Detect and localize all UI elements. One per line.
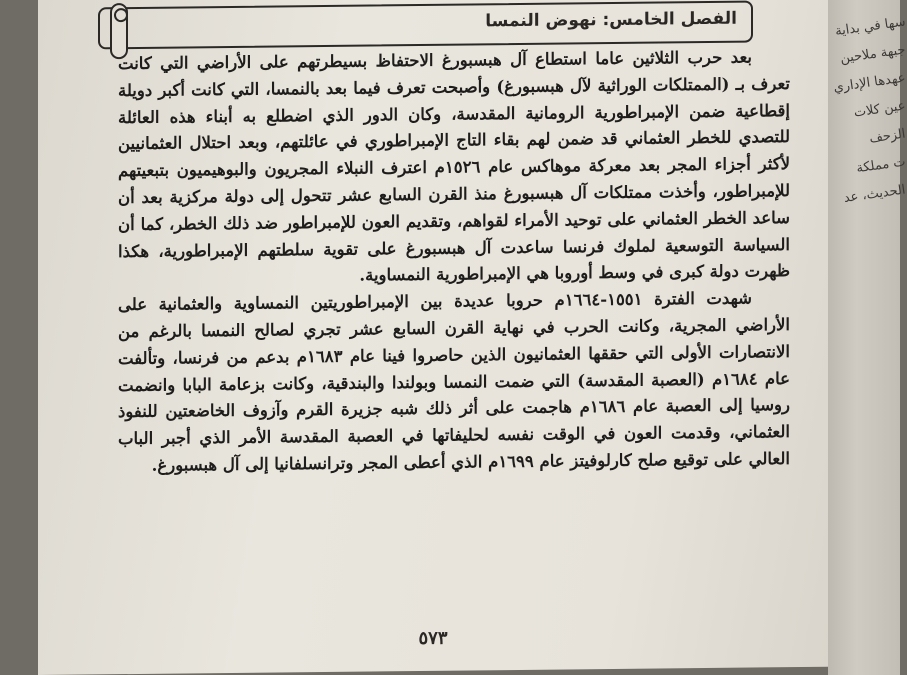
chapter-header	[98, 1, 753, 50]
facing-page-line: سها في بداية	[834, 14, 907, 40]
facing-page-edge	[828, 0, 907, 675]
page-number: ٥٧٣	[418, 627, 448, 650]
book-page	[38, 0, 828, 675]
body-text	[118, 44, 790, 480]
facing-page-line: جبهة ملاحين	[839, 42, 907, 67]
paragraph-1: بعد حرب الثلاثين عاما استطاع آل هبسبورغ الاحتفاظ بسيطرتهم على الأراضي التي كانت تعرف بـ (الممتلكات الوراثية لآل هبسبورغ) وأصبحت تعرف فيما بعد بالنمسا، التي كانت أكبر دويلة إقطاعية ضمن الإمبراطورية الرومانية المقدسة، وكان الدور الذي اضطلع به أبناء هذه العائلة للتصدي للخطر العثماني قد ضمن لهم بقاء التاج الإمبراطوري في عائلتهم، وبعد احتلال العثمانيين لأكثر أجزاء المجر بعد معركة موهاكس عام ١٥٢٦م اعترف النبلاء المجريون والبوهيميون بتبعيتهم للإمبراطور، وأخذت ممتلكات آل هبسبورغ منذ القرن السابع عشر تتحول إلى دولة مركزية بعد أن ساعد الخطر العثماني على توحيد الأمراء لقواهم، وتقديم العون للإمبراطور ضد ذلك الخطر، كما أن السياسة التوسعية لملوك فرنسا ساعدت آل هبسبورغ على تقوية سلطتهم الإمبراطورية، هكذا ظهرت دولة كبرى في وسط أوروبا هي الإمبراطورية النمساوية.	[118, 47, 790, 286]
facing-page-line: عين كلات	[852, 98, 907, 121]
facing-page-line: الحديث، عد	[842, 182, 907, 207]
chapter-title: الفصل الخامس: نهوض النمسا	[485, 8, 737, 32]
facing-page-line: الزحف	[868, 126, 907, 147]
facing-page-line: عهدها الإداري	[832, 70, 907, 96]
paragraph-2: شهدت الفترة ١٥٥١-١٦٦٤م حروبا عديدة بين الإمبراطوريتين النمساوية والعثمانية على الأراضي المجرية، وكانت الحرب في نهاية القرن السابع عشر تجري لصالح النمسا بالرغم من الانتصارات الأولى التي حققها العثمانيون الذين حاصروا فينا عام ١٦٨٣م بدعم من فرنسا، وتألفت عام ١٦٨٤م (العصبة المقدسة) التي ضمت النمسا وبولندا والبندقية، وكانت بزعامة البابا وانضمت روسيا إلى العصبة عام ١٦٨٦م هاجمت على أثر ذلك شبه جزيرة القرم وآزوف الخاضعتين للنفوذ العثماني، وقدمت العون في الوقت نفسه لحليفاتها في العصبة المقدسة الأمر الذي أجبر الباب العالي على توقيع صلح كارلوفيتز عام ١٦٩٩م الذي أعطى المجر وترانسلفانيا إلى آل هبسبورغ.	[118, 288, 790, 475]
facing-page-line: ت مملكة	[855, 154, 907, 177]
